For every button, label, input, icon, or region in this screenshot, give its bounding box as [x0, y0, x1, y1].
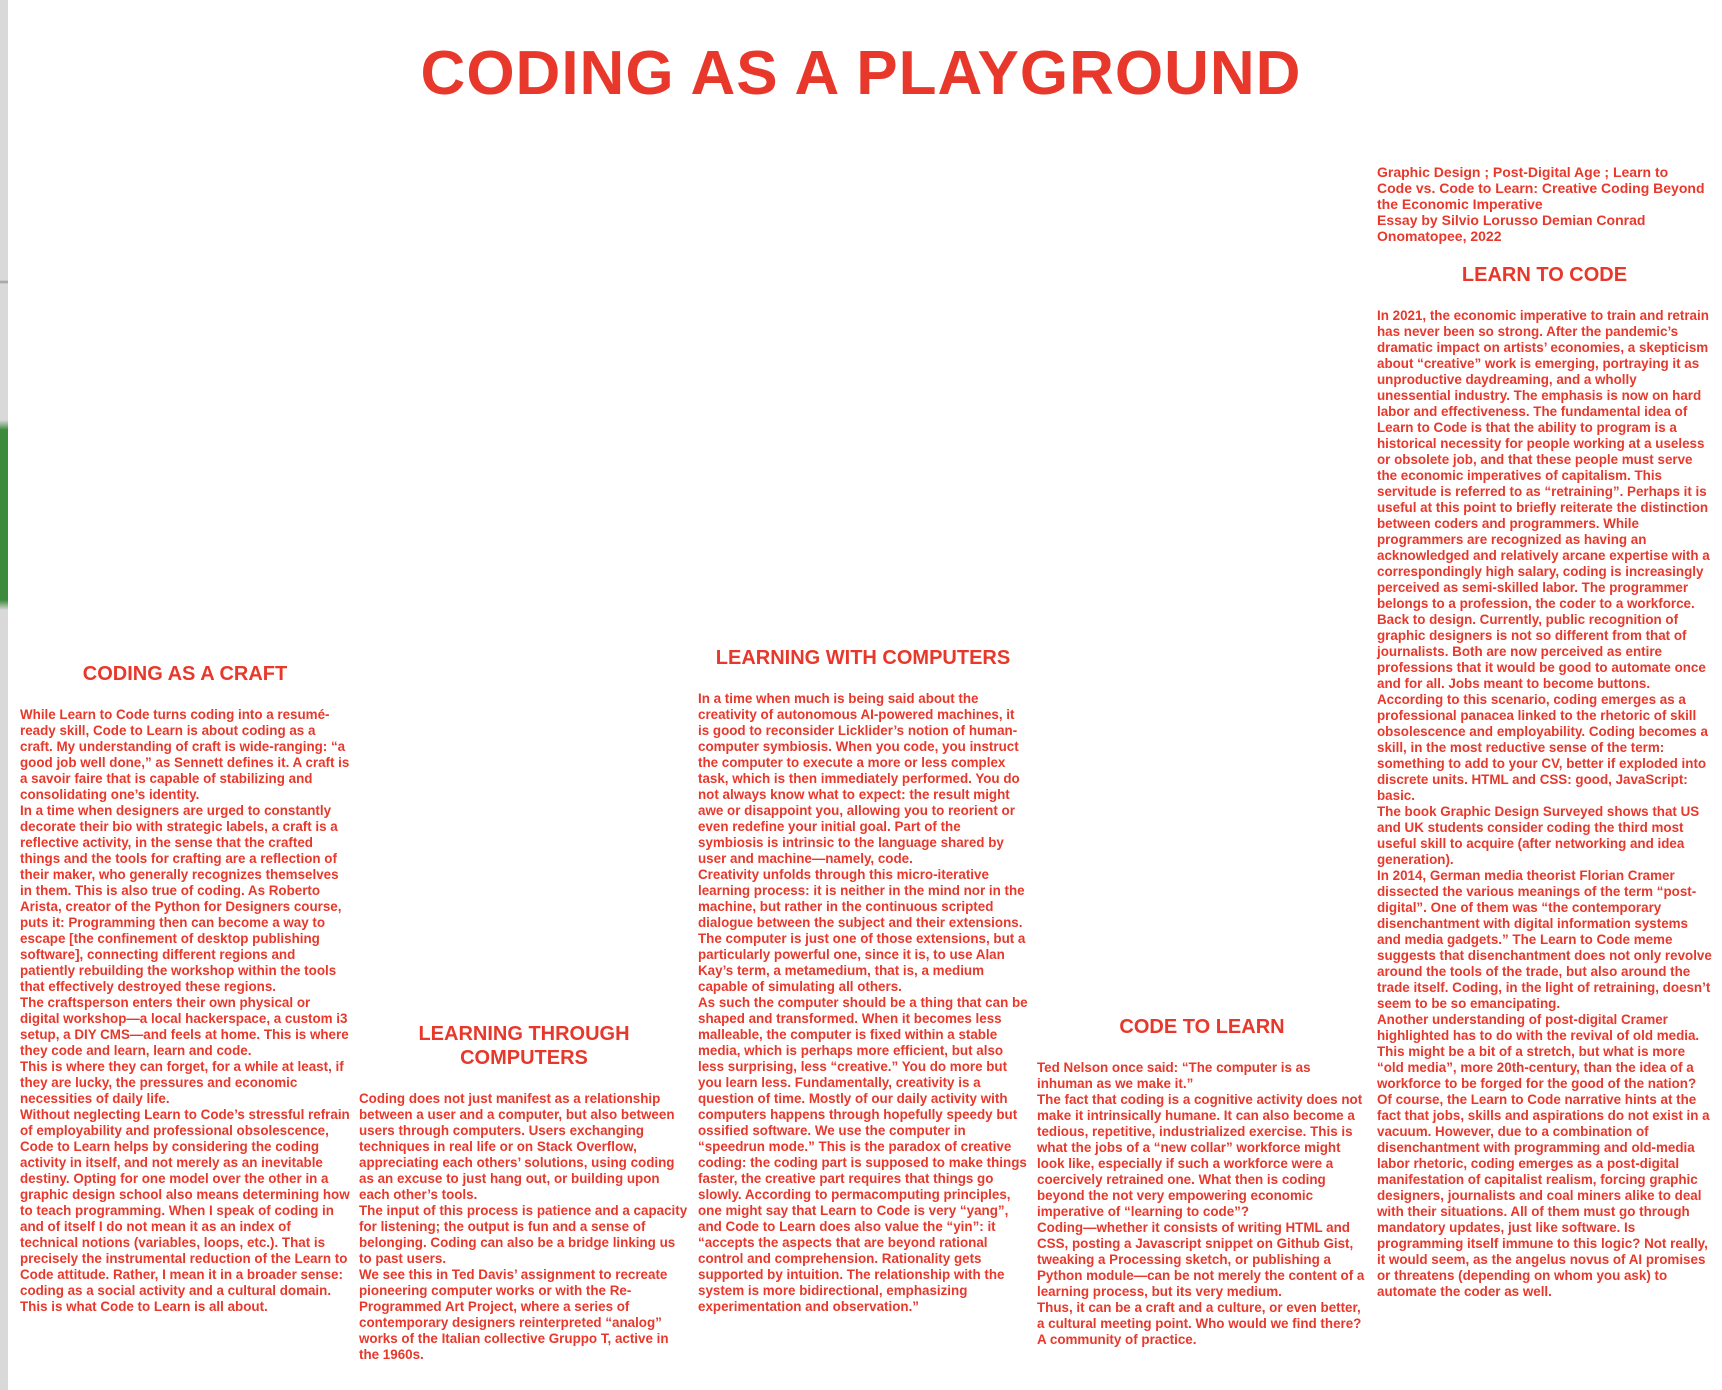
paragraph: In a time when designers are urged to constantly decorate their bio with strategic labels, a craft is a reflective activity, in the sense that the crafted things and the tools for crafting are a reflection of their maker, who generally recognizes themselves in them. This is also true of coding. As Roberto Arista, creator of the Python for Designers course, puts it: Programming then can become a way to escape [the confinement of desktop publishing software], connecting different regions and patiently rebuilding the workshop within the tools that effectively destroyed these regions. [20, 803, 342, 994]
meta-line: Essay by Silvio Lorusso Demian Conrad [1377, 212, 1646, 228]
paragraph: In 2021, the economic imperative to train and retrain has never been so strong. After the pandemic’s dramatic impact on artists’ economies, a skepticism about “creative” work is emerging, portraying it as unproductive daydreaming, and a wholly unessential industry. The emphasis is now on hard labor and effectiveness. The fundamental idea of Learn to Code is that the ability to program is a historical necessity for people working at a useless or obsolete job, and that these people must serve the economic imperatives of capitalism. This servitude is referred to as “retraining”. Perhaps it is useful at this point to briefly reiterate the distinction between coders and programmers. While programmers are recognized as having an acknowledged and relatively arcane expertise with a correspondingly high salary, coding is increasingly perceived as semi-skilled labor. The programmer belongs to a profession, the coder to a workforce. [1377, 308, 1710, 611]
meta-line: Graphic Design ; Post-Digital Age ; Learn to [1377, 164, 1669, 180]
paragraph: Back to design. Currently, public recognition of graphic designers is not so different from that of journalists. Both are now perceived as entire professions that it would be good to automate once and for all. Jobs meant to become buttons. According to this scenario, coding emerges as a professional panacea linked to the rhetoric of skill obsolescence and employability. Coding becomes a skill, in the most reductive sense of the term: something to add to your CV, better if exploded into discrete units. HTML and CSS: good, JavaScript: basic. [1377, 612, 1708, 803]
paragraph: Coding does not just manifest as a relationship between a user and a computer, but also between users through computers. Users exchanging techniques in real life or on Stack Overflow, appreciating each others’ solutions, using coding as an excuse to just hang out, or building upon each other’s tools. [359, 1091, 675, 1202]
paragraph: We see this in Ted Davis’ assignment to recreate pioneering computer works or with the Re-Programmed Art Project, where a series of contemporary designers reinterpreted “analog” works of the Italian collective Gruppo T, active in the 1960s. [359, 1267, 669, 1362]
paragraph: Ted Nelson once said: “The computer is as inhuman as we make it.” [1037, 1060, 1311, 1091]
paragraph: The fact that coding is a cognitive activity does not make it intrinsically humane. It can also become a tedious, repetitive, industrialized exercise. This is what the jobs of a “new collar” workforce might look like, especially if such a workforce were a coercively retrained one. What then is coding beyond the not very empowering economic imperative of “learning to code”? [1037, 1092, 1363, 1219]
window-edge [0, 0, 8, 1390]
section-code-to-learn [1037, 1015, 1367, 1348]
section-heading: CODE TO LEARN [1119, 1016, 1285, 1038]
paragraph: This is where they can forget, for a while at least, if they are lucky, the pressures and economic necessities of daily life. [20, 1059, 344, 1106]
section-learning-through-computers [359, 1022, 689, 1363]
paragraph: Without neglecting Learn to Code’s stressful refrain of employability and professional obsolescence, Code to Learn helps by considering the coding activity in itself, and not merely as an inevitable destiny. Opting for one model over the other in a graphic design school also means determining how to teach programming. When I speak of coding in and of itself I do not mean it as an index of technical notions (variables, loops, etc.). That is precisely the instrumental reduction of the Learn to Code attitude. Rather, I mean it in a broader sense: coding as a social activity and a cultural domain. This is what Code to Learn is all about. [20, 1107, 350, 1314]
section-learning-with-computers [698, 646, 1028, 1315]
meta-line: Code vs. Code to Learn: Creative Coding Beyond [1377, 180, 1705, 196]
meta-line: Onomatopee, 2022 [1377, 228, 1502, 244]
paragraph: The input of this process is patience and a capacity for listening; the output is fun and a sense of belonging. Coding can also be a bridge linking us to past users. [359, 1203, 688, 1266]
paragraph: The book Graphic Design Surveyed shows that US and UK students consider coding the third most useful skill to acquire (after networking and idea generation). [1377, 804, 1700, 867]
paragraph: The craftsperson enters their own physical or digital workshop—a local hackerspace, a custom i3 setup, a DIY CMS—and feels at home. This is where they code and learn, learn and code. [20, 995, 349, 1058]
section-heading: CODING AS A CRAFT [82, 663, 288, 685]
paragraph: Creativity unfolds through this micro-iterative learning process: it is neither in the mind nor in the machine, but rather in the continuous scripted dialogue between the subject and their extensions. The computer is just one of those extensions, but a particularly powerful one, since it is, to use Alan Kay’s term, a metamedium, that is, a medium capable of simulating all others. [698, 867, 1026, 994]
section-heading: LEARN TO CODE [1461, 264, 1628, 286]
section-heading: LEARNING THROUGH COMPUTERS [418, 1023, 630, 1069]
meta-line: the Economic Imperative [1377, 196, 1543, 212]
paragraph: As such the computer should be a thing that can be shaped and transformed. When it becomes less malleable, the computer is fixed within a stable media, which is perhaps more efficient, but also less surprising, less “creative.” You do more but you learn less. Fundamentally, creativity is a question of time. Mostly of our daily activity with computers happens through hopefully speedy but ossified software. We use the computer in “speedrun mode.” This is the paradox of creative coding: the coding part is supposed to make things faster, the creative part requires that things go slowly. According to permacomputing principles, one might say that Learn to Code is very “yang”, and Code to Learn does also value the “yin”: it “accepts the aspects that are beyond rational control and comprehension. Rationality gets supported by intuition. The relationship with the system is more bidirectional, emphasizing experimentation and observation.” [698, 995, 1028, 1314]
essay-metadata [1377, 164, 1712, 244]
page-title: CODING AS A PLAYGROUND [420, 39, 1302, 108]
section-learn-to-code [1377, 263, 1712, 1300]
paragraph: In 2014, German media theorist Florian Cramer dissected the various meanings of the term “post-digital”. One of them was “the contemporary disenchantment with digital information systems and media gadgets.” The Learn to Code meme suggests that disenchantment does not only revolve around the tools of the trade, but also around the trade itself. Coding, in the light of retraining, doesn’t seem to be so emancipating. [1377, 868, 1712, 1011]
paragraph: Another understanding of post-digital Cramer highlighted has to do with the revival of old media. This might be a bit of a stretch, but what is more “old media”, more 20th-century, than the idea of a workforce to be forged for the good of the nation? Of course, the Learn to Code narrative hints at the fact that jobs, skills and aspirations do not exist in a vacuum. However, due to a combination of disenchantment with programming and old-media labor rhetoric, coding emerges as a post-digital manifestation of capitalist realism, forcing graphic designers, journalists and coal miners alike to deal with their situations. All of them must go through mandatory updates, just like software. Is programming itself immune to this logic? Not really, it would seem, as the angelus novus of AI promises or threatens (depending on whom you ask) to automate the coder as well. [1377, 1012, 1710, 1299]
section-coding-as-a-craft [20, 662, 350, 1315]
paragraph: Coding—whether it consists of writing HTML and CSS, posting a Javascript snippet on Github Gist, tweaking a Processing sketch, or publishing a Python module—can be not merely the content of a learning process, but its very medium. [1037, 1220, 1365, 1299]
paragraph: While Learn to Code turns coding into a resumé-ready skill, Code to Learn is about coding as a craft. My understanding of craft is wide-ranging: “a good job well done,” as Sennett defines it. A craft is a savoir faire that is capable of stabilizing and consolidating one’s identity. [20, 707, 350, 802]
paragraph: In a time when much is being said about the creativity of autonomous AI-powered machines, it is good to reconsider Licklider’s notion of human-computer symbiosis. When you code, you instruct the computer to execute a more or less complex task, which is then immediately performed. You do not always know what to expect: the result might awe or disappoint you, allowing you to reorient or even redefine your initial goal. Part of the symbiosis is intrinsic to the language shared by user and machine—namely, code. [698, 691, 1020, 866]
paragraph: Thus, it can be a craft and a culture, or even better, a cultural meeting point. Who would we find there? A community of practice. [1037, 1300, 1362, 1347]
section-heading: LEARNING WITH COMPUTERS [715, 647, 1011, 669]
